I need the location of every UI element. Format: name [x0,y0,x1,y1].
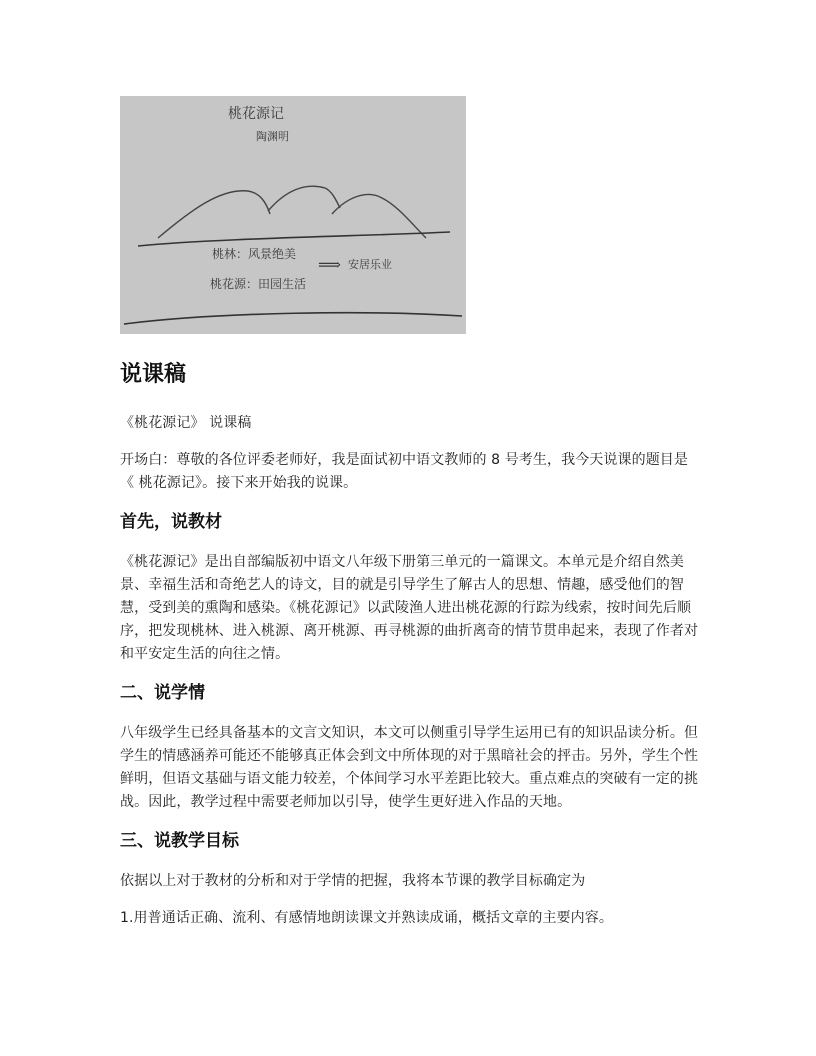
section-goals [120,828,700,930]
section-paragraph: 八年级学生已经具备基本的文言文知识，本文可以侧重引导学生运用已有的知识品读分析。但学生的情感涵养可能还不能够真正体会到文中所体现的对于黑暗社会的抨击。另外，学生个性鲜明，但语文基础与语文能力较差，个体间学习水平差距比较大。重点难点的突破有一定的挑战。因此，教学过程中需要老师加以引导，使学生更好进入作品的天地。 [120,725,699,810]
section-paragraph: 依据以上对于教材的分析和对于学情的把握，我将本节课的教学目标确定为 [120,873,586,889]
intro-paragraph: 开场白：尊敬的各位评委老师好，我是面试初中语文教师的 8 号考生，我今天说课的题目是 《 桃花源记》。接下来开始我的说课。 [120,452,689,491]
doc-title: 说课稿 [120,362,187,387]
sketch-conclusion: 安居乐业 [348,258,392,271]
whiteboard-photo [120,96,466,334]
sketch-note-1: 桃林：风景绝美 [212,247,297,261]
section-students [120,680,700,814]
sketch-note-2: 桃花源：田园生活 [210,277,307,291]
doc-subtitle: 《桃花源记》 说课稿 [120,415,252,431]
section-textbook [120,509,700,666]
section-heading: 首先，说教材 [120,512,222,532]
document-body [120,358,700,944]
whiteboard-sketch [120,96,466,334]
section-paragraph: 《桃花源记》是出自部编版初中语文八年级下册第三单元的一篇课文。本单元是介绍自然美景、幸福生活和奇绝艺人的诗文，目的就是引导学生了解古人的思想、情趣，感受他们的智慧，受到美的熏陶和感染。《桃花源记》以武陵渔人进出桃花源的行踪为线索，按时间先后顺序，把发现桃林、进入桃源、离开桃源、再寻桃源的曲折离奇的情节贯串起来，表现了作者对和平安定生活的向往之情。 [120,554,699,662]
sketch-author: 陶渊明 [256,130,289,143]
section-heading: 二、说学情 [120,683,205,703]
section-paragraph: 1.用普通话正确、流利、有感情地朗读课文并熟读成诵，概括文章的主要内容。 [120,910,613,926]
sketch-title: 桃花源记 [228,106,284,122]
section-heading: 三、说教学目标 [120,831,239,851]
arrow-icon: ⟹ [318,255,341,274]
